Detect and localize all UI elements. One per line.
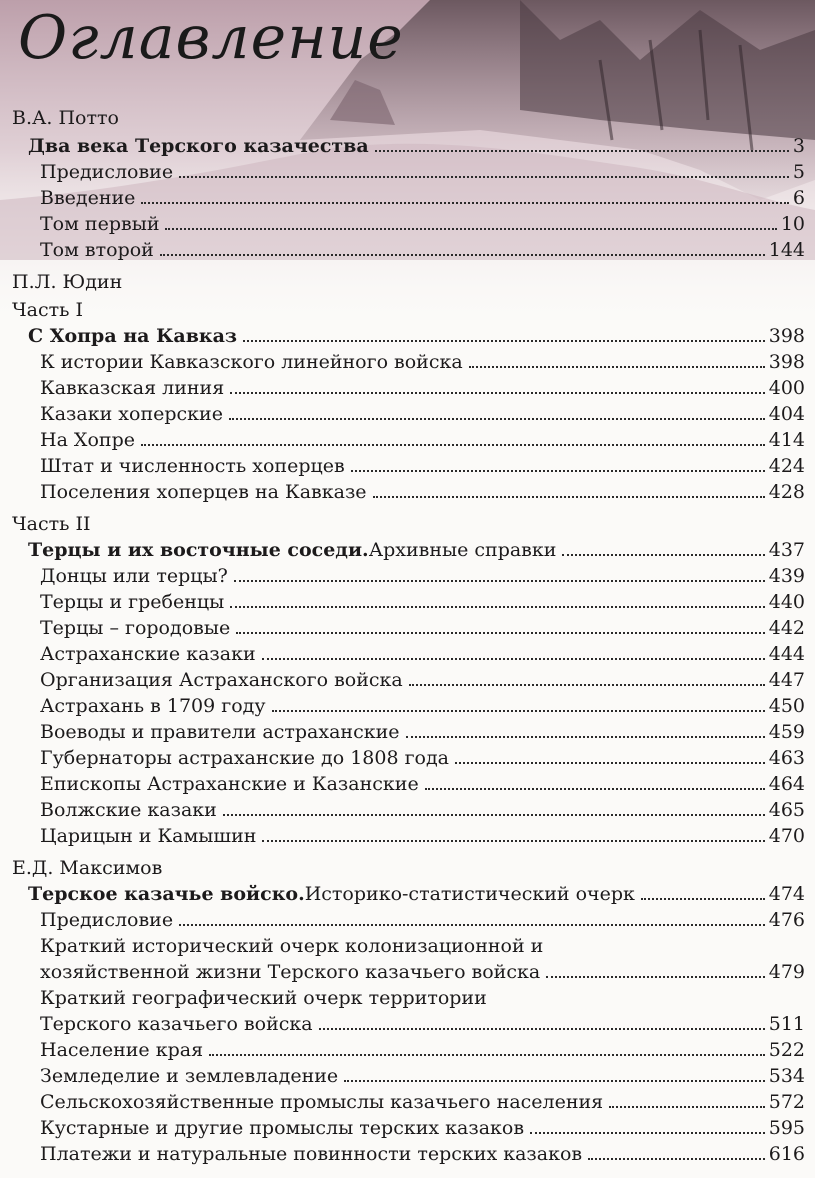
toc-entry-subtitle: Историко-статистический очерк xyxy=(304,883,635,905)
toc-entry-item[interactable] xyxy=(0,478,805,503)
toc-entry-title: Краткий исторический очерк колонизационной и xyxy=(40,935,544,957)
page-number: 572 xyxy=(768,1091,805,1113)
page-number: 463 xyxy=(768,747,805,769)
toc-entry-title: Е.Д. Максимов xyxy=(12,857,163,879)
toc-entry-item[interactable] xyxy=(0,692,805,717)
toc-entry-item[interactable] xyxy=(0,1140,805,1165)
toc-entry-item[interactable] xyxy=(0,1088,805,1113)
toc-entry-title: Астраханские казаки xyxy=(40,643,256,665)
dot-leader xyxy=(223,813,765,816)
toc-entry-title: Кустарные и другие промыслы терских казаков xyxy=(40,1117,525,1139)
toc-entry-title: Кавказская линия xyxy=(40,377,225,399)
toc-entry-title: Два века Терского казачества xyxy=(28,135,369,157)
page-number: 428 xyxy=(768,481,805,503)
toc-entry-title: Земледелие и землевладение xyxy=(40,1065,339,1087)
dot-leader xyxy=(229,417,765,420)
dot-leader xyxy=(262,657,765,660)
toc-entry-title: Терцы – городовые xyxy=(40,617,231,639)
toc-entry-title: К истории Кавказского линейного войска xyxy=(40,351,463,373)
page-number: 440 xyxy=(768,591,805,613)
toc-entry-item[interactable] xyxy=(0,184,805,209)
toc-entry-item[interactable] xyxy=(0,374,805,399)
dot-leader xyxy=(409,683,765,686)
page-number: 447 xyxy=(768,669,805,691)
page-number: 534 xyxy=(768,1065,805,1087)
toc-entry-subtitle: Архивные справки xyxy=(368,539,557,561)
dot-leader xyxy=(230,391,765,394)
page-number: 3 xyxy=(792,135,805,157)
toc-entry-title: Терцы и их восточные соседи. xyxy=(28,539,369,561)
toc-entry-item[interactable] xyxy=(0,400,805,425)
toc-entry-title: Предисловие xyxy=(40,161,174,183)
toc-entry-item[interactable] xyxy=(0,770,805,795)
dot-leader xyxy=(469,365,765,368)
dot-leader xyxy=(243,339,765,342)
toc-entry-title: Население края xyxy=(40,1039,204,1061)
toc-entry-title: В.А. Потто xyxy=(12,107,119,129)
dot-leader xyxy=(262,839,764,842)
dot-leader xyxy=(179,175,789,178)
dot-leader xyxy=(141,443,765,446)
toc-entry-title: Том второй xyxy=(40,239,154,261)
page-number: 522 xyxy=(768,1039,805,1061)
toc-entry-title: Часть II xyxy=(12,513,91,535)
toc-entry-author xyxy=(0,268,805,293)
page-number: 10 xyxy=(780,213,805,235)
toc-entry-title[interactable] xyxy=(0,536,805,561)
toc-entry-title: Поселения хоперцев на Кавказе xyxy=(40,481,367,503)
toc-entry-author xyxy=(0,104,805,129)
dot-leader xyxy=(319,1027,765,1030)
dot-leader xyxy=(272,709,765,712)
page-number: 450 xyxy=(768,695,805,717)
page-number: 437 xyxy=(768,539,805,561)
page-number: 595 xyxy=(768,1117,805,1139)
page-number: 398 xyxy=(768,325,805,347)
toc-entry-item[interactable] xyxy=(0,1114,805,1139)
toc-entry-item[interactable] xyxy=(0,718,805,743)
dot-leader xyxy=(406,735,765,738)
page-number: 400 xyxy=(768,377,805,399)
toc-entry-part xyxy=(0,510,805,535)
toc-entry-title: Губернаторы астраханские до 1808 года xyxy=(40,747,450,769)
dot-leader xyxy=(562,553,764,556)
page-number: 442 xyxy=(768,617,805,639)
toc-entry-item[interactable] xyxy=(0,614,805,639)
dot-leader xyxy=(546,975,765,978)
toc-entry-title: Терское казачье войско. xyxy=(28,883,305,905)
dot-leader xyxy=(373,495,765,498)
toc-entry-title: Донцы или терцы? xyxy=(40,565,228,587)
page-number: 439 xyxy=(768,565,805,587)
toc-entry-item[interactable] xyxy=(0,562,805,587)
dot-leader xyxy=(165,227,776,230)
page-number: 479 xyxy=(768,961,805,983)
toc-entry-item[interactable] xyxy=(0,210,805,235)
page-number: 465 xyxy=(768,799,805,821)
toc-entry-title: Царицын и Камышин xyxy=(40,825,257,847)
dot-leader xyxy=(230,605,765,608)
page-number: 464 xyxy=(768,773,805,795)
toc-entry-item[interactable] xyxy=(0,640,805,665)
dot-leader xyxy=(141,201,788,204)
toc-entry-title: Часть I xyxy=(12,299,84,321)
toc-entry-title: Платежи и натуральные повинности терских казаков xyxy=(40,1143,583,1165)
toc-entry-item[interactable] xyxy=(0,426,805,451)
page-number: 459 xyxy=(768,721,805,743)
toc-entry-title: хозяйственной жизни Терского казачьего войска xyxy=(40,961,541,983)
toc-entry-item[interactable] xyxy=(0,236,805,261)
toc-entry-title: Казаки хоперские xyxy=(40,403,223,425)
dot-leader xyxy=(344,1079,765,1082)
page-number: 476 xyxy=(768,909,805,931)
dot-leader xyxy=(455,761,765,764)
toc-entry-title: Воеводы и правители астраханские xyxy=(40,721,400,743)
toc-entry-title: Введение xyxy=(40,187,136,209)
page-number: 398 xyxy=(768,351,805,373)
toc-entry-item[interactable] xyxy=(0,588,805,613)
dot-leader xyxy=(425,787,765,790)
toc-entry-item[interactable] xyxy=(0,958,805,983)
dot-leader xyxy=(351,469,765,472)
toc-entry-title: Сельскохозяйственные промыслы казачьего населения xyxy=(40,1091,604,1113)
toc-entry-title: Штат и численность хоперцев xyxy=(40,455,345,477)
toc-entry-item[interactable] xyxy=(0,1062,805,1087)
toc-entry-item[interactable] xyxy=(0,666,805,691)
toc-entry-item[interactable] xyxy=(0,906,805,931)
toc-entry-item xyxy=(0,984,805,1009)
toc-entry-title: П.Л. Юдин xyxy=(12,271,123,293)
toc-entry-title[interactable] xyxy=(0,132,805,157)
dot-leader xyxy=(530,1131,765,1134)
dot-leader xyxy=(209,1053,765,1056)
toc-entry-title: С Хопра на Кавказ xyxy=(28,325,238,347)
toc-entry-item[interactable] xyxy=(0,1010,805,1035)
toc-entry-part xyxy=(0,296,805,321)
page-number: 616 xyxy=(768,1143,805,1165)
page-number: 444 xyxy=(768,643,805,665)
toc-entry-title: Терского казачьего войска xyxy=(40,1013,313,1035)
dot-leader xyxy=(609,1105,765,1108)
dot-leader xyxy=(236,631,765,634)
page-number: 5 xyxy=(792,161,805,183)
toc-entry-item[interactable] xyxy=(0,452,805,477)
page-number: 470 xyxy=(768,825,805,847)
toc-entry-author xyxy=(0,854,805,879)
dot-leader xyxy=(588,1157,765,1160)
dot-leader xyxy=(179,923,765,926)
toc-entry-title: Астрахань в 1709 году xyxy=(40,695,266,717)
toc-entry-title: Терцы и гребенцы xyxy=(40,591,225,613)
toc-entry-item xyxy=(0,932,805,957)
dot-leader xyxy=(234,579,765,582)
page-number: 404 xyxy=(768,403,805,425)
page-number: 414 xyxy=(768,429,805,451)
toc-entry-title: Предисловие xyxy=(40,909,174,931)
dot-leader xyxy=(641,897,765,900)
toc-entry-title[interactable] xyxy=(0,322,805,347)
toc-entry-item[interactable] xyxy=(0,158,805,183)
dot-leader xyxy=(375,149,789,152)
toc-entry-title: На Хопре xyxy=(40,429,135,451)
page-number: 424 xyxy=(768,455,805,477)
page-number: 474 xyxy=(768,883,805,905)
page-number: 6 xyxy=(792,187,805,209)
toc-entry-title: Том первый xyxy=(40,213,160,235)
page-title: Оглавление xyxy=(18,3,404,73)
toc-entry-item[interactable] xyxy=(0,796,805,821)
toc-entry-title: Епископы Астраханские и Казанские xyxy=(40,773,419,795)
page-number: 144 xyxy=(768,239,805,261)
toc-entry-item[interactable] xyxy=(0,348,805,373)
toc-entry-title: Организация Астраханского войска xyxy=(40,669,403,691)
toc-entry-item[interactable] xyxy=(0,744,805,769)
toc-entry-title[interactable] xyxy=(0,880,805,905)
dot-leader xyxy=(160,253,765,256)
toc-entry-title: Волжские казаки xyxy=(40,799,217,821)
toc-entry-item[interactable] xyxy=(0,1036,805,1061)
toc-entry-item[interactable] xyxy=(0,822,805,847)
toc-entry-title: Краткий географический очерк территории xyxy=(40,987,487,1009)
page-number: 511 xyxy=(768,1013,805,1035)
